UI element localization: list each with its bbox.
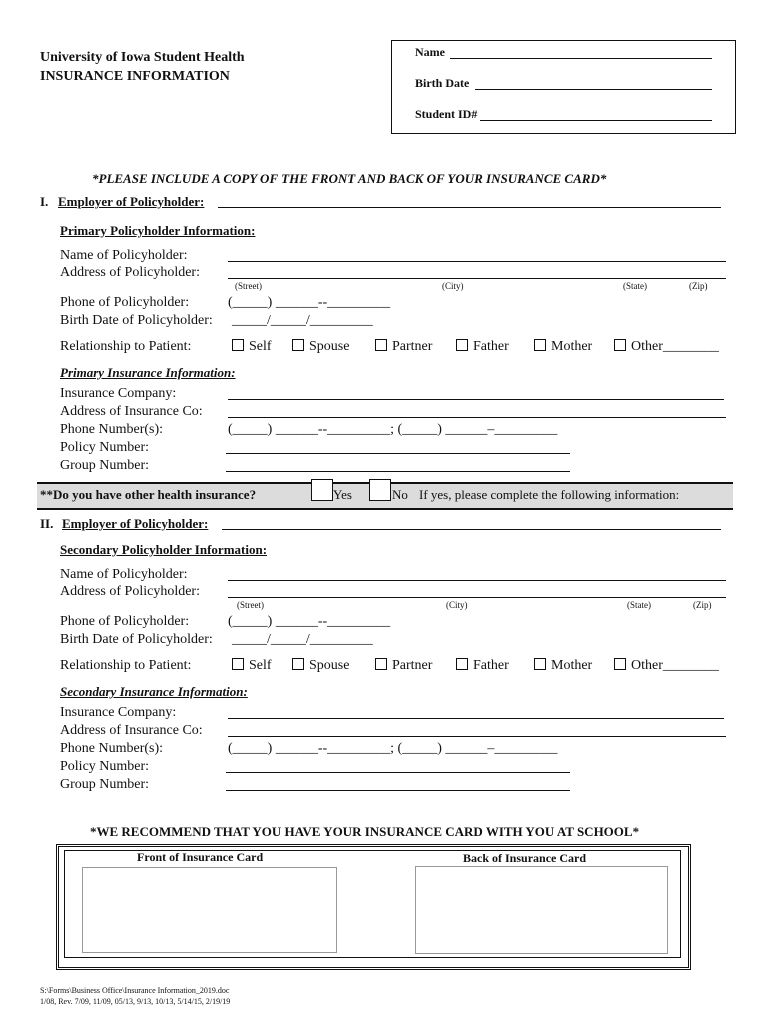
checkbox[interactable] — [232, 658, 244, 670]
student-id-field[interactable] — [480, 120, 712, 121]
other-insurance-question: **Do you have other health insurance? — [40, 487, 257, 502]
secondary-relationship-label: Relationship to Patient: — [60, 658, 192, 673]
secondary-ins-address-field[interactable] — [228, 736, 726, 737]
option-label: Self — [249, 658, 272, 673]
secondary-rel-mother[interactable] — [534, 658, 592, 674]
secondary-policy-field[interactable] — [226, 772, 570, 773]
secondary-phone-numbers-field[interactable]: (_____) ______--_________; (_____) ______–_________ — [228, 741, 558, 756]
primary-rel-other[interactable] — [614, 339, 719, 355]
option-label: Other________ — [631, 339, 719, 354]
primary-rel-spouse[interactable] — [292, 339, 349, 355]
secondary-employer-field[interactable] — [222, 529, 721, 530]
secondary-rel-self[interactable] — [232, 658, 272, 674]
checkbox[interactable] — [534, 339, 546, 351]
primary-holder-name-field[interactable] — [228, 261, 726, 262]
checkbox[interactable] — [232, 339, 244, 351]
revision-history: 1/08, Rev. 7/09, 11/09, 05/13, 9/13, 10/13, 5/14/15, 2/19/19 — [40, 997, 231, 1006]
checkbox[interactable] — [534, 658, 546, 670]
other-insurance-yes-label: Yes — [333, 487, 352, 502]
secondary-holder-phone-label: Phone of Policyholder: — [60, 614, 190, 629]
secondary-ins-address-label: Address of Insurance Co: — [60, 723, 203, 738]
secondary-rel-father[interactable] — [456, 658, 509, 674]
option-label: Partner — [392, 339, 433, 354]
secondary-rel-other[interactable] — [614, 658, 719, 674]
secondary-holder-name-field[interactable] — [228, 580, 726, 581]
street-caption: (Street) — [237, 600, 264, 610]
secondary-holder-address-label: Address of Policyholder: — [60, 584, 200, 599]
state-caption: (State) — [623, 281, 647, 291]
option-label: Father — [473, 658, 509, 673]
secondary-insurance-heading: Secondary Insurance Information: — [60, 684, 248, 699]
primary-employer-field[interactable] — [218, 207, 721, 208]
zip-caption: (Zip) — [693, 600, 712, 610]
primary-relationship-label: Relationship to Patient: — [60, 339, 192, 354]
other-insurance-yes-checkbox[interactable] — [311, 479, 333, 501]
back-card-upload-area[interactable] — [415, 866, 668, 954]
secondary-holder-birth-field[interactable]: _____/_____/_________ — [232, 632, 373, 647]
primary-group-field[interactable] — [226, 471, 570, 472]
primary-phone-numbers-label: Phone Number(s): — [60, 422, 164, 437]
other-insurance-no-checkbox[interactable] — [369, 479, 391, 501]
primary-holder-address-label: Address of Policyholder: — [60, 265, 200, 280]
insurance-card-instruction: *PLEASE INCLUDE A COPY OF THE FRONT AND BACK OF YOUR INSURANCE CARD* — [92, 171, 607, 186]
secondary-holder-birth-label: Birth Date of Policyholder: — [60, 632, 213, 647]
primary-holder-address-field[interactable] — [228, 278, 726, 279]
primary-holder-phone-field[interactable]: (_____) ______--_________ — [228, 295, 391, 310]
birth-date-field[interactable] — [475, 89, 712, 90]
primary-company-label: Insurance Company: — [60, 386, 177, 401]
option-label: Mother — [551, 658, 593, 673]
primary-holder-name-label: Name of Policyholder: — [60, 248, 188, 263]
form-title: University of Iowa Student Health — [40, 50, 245, 65]
primary-phone-numbers-field[interactable]: (_____) ______--_________; (_____) ______–_________ — [228, 422, 558, 437]
primary-holder-phone-label: Phone of Policyholder: — [60, 295, 190, 310]
option-label: Spouse — [309, 658, 350, 673]
document-path: S:\Forms\Business Office\Insurance Information_2019.doc — [40, 986, 230, 995]
street-caption: (Street) — [235, 281, 262, 291]
secondary-phone-numbers-label: Phone Number(s): — [60, 741, 164, 756]
zip-caption: (Zip) — [689, 281, 708, 291]
secondary-holder-address-field[interactable] — [228, 597, 726, 598]
primary-rel-self[interactable] — [232, 339, 272, 355]
primary-holder-birth-label: Birth Date of Policyholder: — [60, 313, 213, 328]
checkbox[interactable] — [456, 339, 468, 351]
primary-employer-label: Employer of Policyholder: — [58, 194, 205, 209]
student-id-label: Student ID# — [415, 107, 478, 121]
option-label: Mother — [551, 339, 593, 354]
checkbox[interactable] — [292, 339, 304, 351]
secondary-company-field[interactable] — [228, 718, 724, 719]
secondary-employer-label: Employer of Policyholder: — [62, 516, 209, 531]
secondary-holder-heading: Secondary Policyholder Information: — [60, 542, 268, 557]
primary-policy-label: Policy Number: — [60, 440, 150, 455]
checkbox[interactable] — [375, 339, 387, 351]
option-label: Self — [249, 339, 272, 354]
other-insurance-instruction: If yes, please complete the following information: — [419, 487, 680, 502]
secondary-rel-partner[interactable] — [375, 658, 432, 674]
carry-card-recommendation: *WE RECOMMEND THAT YOU HAVE YOUR INSURANCE CARD WITH YOU AT SCHOOL* — [90, 824, 640, 839]
primary-rel-mother[interactable] — [534, 339, 592, 355]
option-label: Father — [473, 339, 509, 354]
secondary-company-label: Insurance Company: — [60, 705, 177, 720]
primary-rel-father[interactable] — [456, 339, 509, 355]
primary-holder-heading: Primary Policyholder Information: — [60, 223, 256, 238]
front-card-upload-area[interactable] — [82, 867, 337, 953]
name-label: Name — [415, 45, 445, 59]
city-caption: (City) — [442, 281, 464, 291]
secondary-policy-label: Policy Number: — [60, 759, 150, 774]
primary-holder-birth-field[interactable]: _____/_____/_________ — [232, 313, 373, 328]
section-two-number: II. — [40, 516, 54, 531]
primary-insurance-heading: Primary Insurance Information: — [60, 365, 236, 380]
option-label: Other________ — [631, 658, 719, 673]
back-card-label: Back of Insurance Card — [463, 851, 587, 865]
state-caption: (State) — [627, 600, 651, 610]
primary-rel-partner[interactable] — [375, 339, 432, 355]
other-insurance-no-label: No — [392, 487, 408, 502]
primary-ins-address-field[interactable] — [228, 417, 726, 418]
checkbox[interactable] — [375, 658, 387, 670]
secondary-holder-name-label: Name of Policyholder: — [60, 567, 188, 582]
option-label: Partner — [392, 658, 433, 673]
primary-company-field[interactable] — [228, 399, 724, 400]
city-caption: (City) — [446, 600, 468, 610]
birth-date-label: Birth Date — [415, 76, 470, 90]
section-one-number: I. — [40, 194, 49, 209]
primary-group-label: Group Number: — [60, 458, 150, 473]
primary-policy-field[interactable] — [226, 453, 570, 454]
name-field[interactable] — [450, 58, 712, 59]
checkbox[interactable] — [456, 658, 468, 670]
checkbox[interactable] — [614, 339, 626, 351]
checkbox[interactable] — [614, 658, 626, 670]
option-label: Spouse — [309, 339, 350, 354]
secondary-group-field[interactable] — [226, 790, 570, 791]
secondary-holder-phone-field[interactable]: (_____) ______--_________ — [228, 614, 391, 629]
checkbox[interactable] — [292, 658, 304, 670]
secondary-rel-spouse[interactable] — [292, 658, 349, 674]
front-card-label: Front of Insurance Card — [137, 850, 264, 864]
primary-ins-address-label: Address of Insurance Co: — [60, 404, 203, 419]
secondary-group-label: Group Number: — [60, 777, 150, 792]
form-subtitle: INSURANCE INFORMATION — [40, 69, 230, 84]
